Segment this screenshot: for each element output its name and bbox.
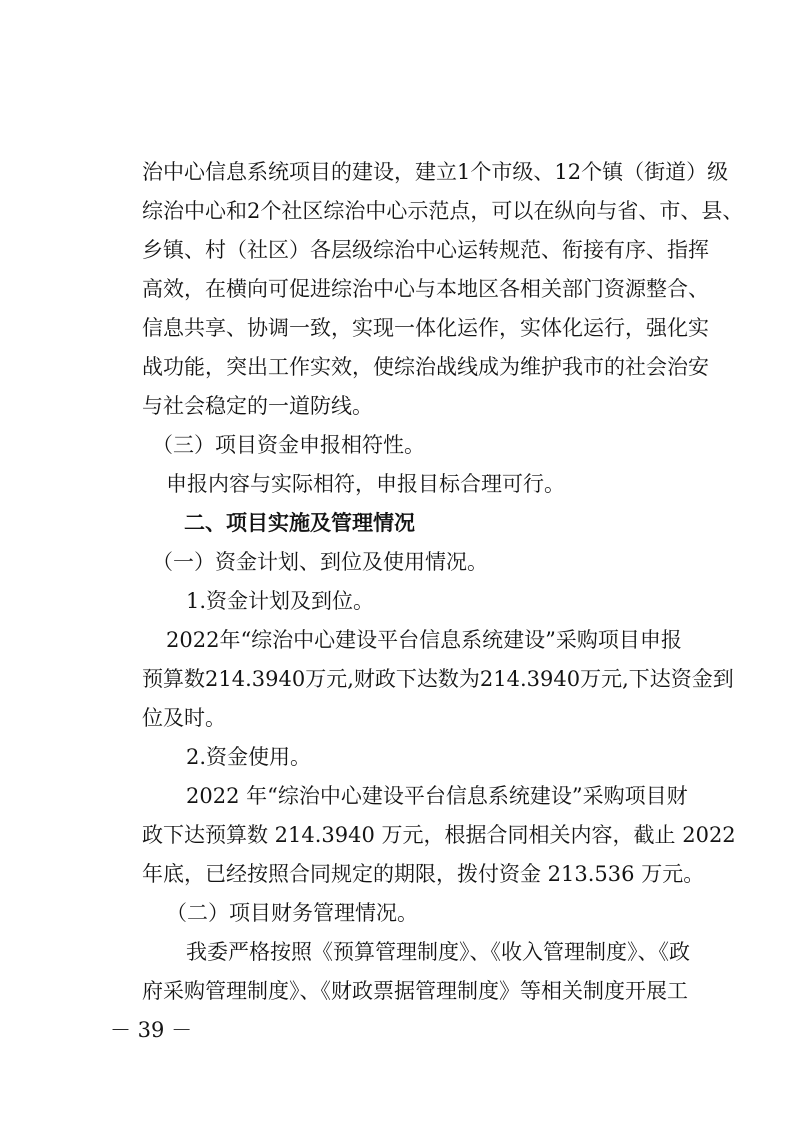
page-number: － 39 － bbox=[110, 1018, 193, 1042]
paragraph-line: 府采购管理制度》、《财政票据管理制度》等相关制度开展工 bbox=[142, 979, 688, 1003]
paragraph-line: 政下达预算数 214.3940 万元，根据合同相关内容，截止 2022 bbox=[142, 823, 736, 847]
item-heading: 1.资金计划及到位。 bbox=[186, 589, 375, 613]
paragraph-line: 乡镇、村（社区）各层级综治中心运转规范、衔接有序、指挥 bbox=[142, 238, 709, 262]
paragraph-line: 战功能，突出工作实效，使综治战线成为维护我市的社会治安 bbox=[142, 355, 709, 379]
section-body: 申报内容与实际相符，申报目标合理可行。 bbox=[166, 472, 565, 496]
section-heading: （三）项目资金申报相符性。 bbox=[152, 433, 425, 457]
paragraph-line: 2022 年“综治中心建设平台信息系统建设”采购项目财 bbox=[186, 784, 688, 808]
paragraph-line: 信息共享、协调一致，实现一体化运作，实体化运行，强化实 bbox=[142, 316, 709, 340]
paragraph-line: 预算数214.3940万元,财政下达数为214.3940万元,下达资金到 bbox=[142, 667, 734, 691]
paragraph-line: 与社会稳定的一道防线。 bbox=[142, 394, 373, 418]
paragraph-line: 2022年“综治中心建设平台信息系统建设”采购项目申报 bbox=[166, 628, 682, 652]
item-heading: 2.资金使用。 bbox=[186, 745, 312, 769]
subsection-heading: （一）资金计划、到位及使用情况。 bbox=[152, 550, 488, 574]
paragraph-line: 高效，在横向可促进综治中心与本地区各相关部门资源整合、 bbox=[142, 277, 709, 301]
paragraph-line: 位及时。 bbox=[142, 706, 226, 730]
subsection-heading: （二）项目财务管理情况。 bbox=[166, 901, 418, 925]
paragraph-line: 治中心信息系统项目的建设，建立1个市级、12个镇（街道）级 bbox=[142, 160, 729, 184]
paragraph-line: 我委严格按照《预算管理制度》、《收入管理制度》、《政 bbox=[186, 940, 690, 964]
paragraph-line: 年底，已经按照合同规定的期限，拨付资金 213.536 万元。 bbox=[142, 862, 705, 886]
paragraph-line: 综治中心和2个社区综治中心示范点，可以在纵向与省、市、县、 bbox=[142, 199, 744, 223]
part-heading: 二、项目实施及管理情况 bbox=[184, 511, 415, 535]
